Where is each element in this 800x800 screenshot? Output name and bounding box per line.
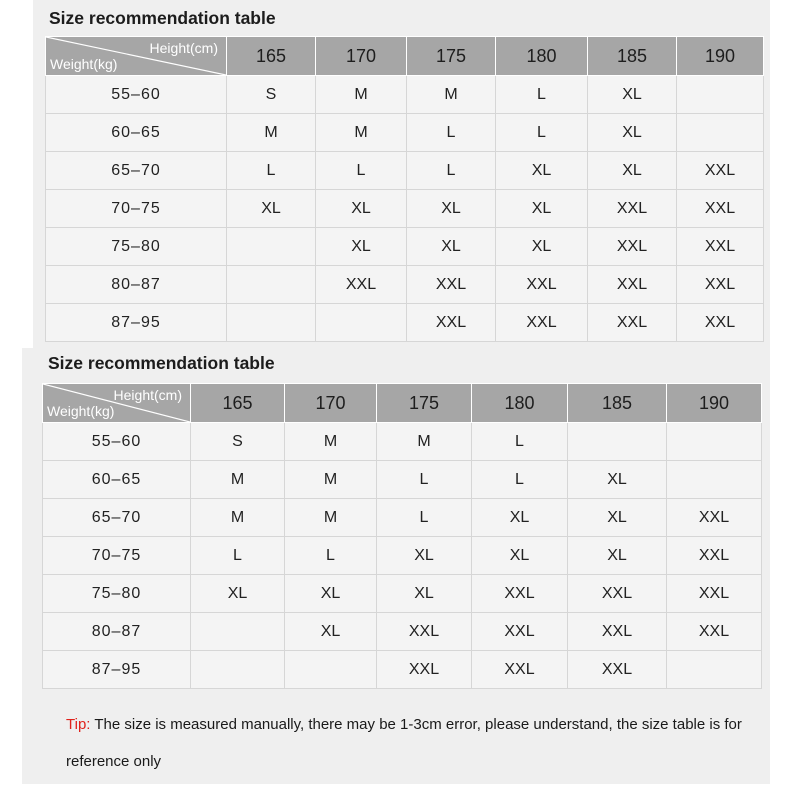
table-row: [43, 461, 762, 499]
size-cell: XXL: [677, 304, 764, 342]
tip-text: The size is measured manually, there may be 1-3cm error, please understand, the size table is for reference only: [66, 716, 742, 770]
table-row: [46, 228, 764, 266]
weight-range-cell: 75–80: [46, 228, 227, 266]
size-cell: M: [377, 423, 472, 461]
size-cell: L: [407, 152, 496, 190]
size-cell: L: [407, 114, 496, 152]
size-table-header-row: [46, 37, 764, 76]
corner-header-cell: [43, 384, 191, 423]
size-cell: L: [227, 152, 316, 190]
size-cell: XXL: [316, 266, 407, 304]
size-cell: XXL: [667, 537, 762, 575]
size-cell: XL: [568, 499, 667, 537]
size-cell: L: [496, 76, 588, 114]
weight-range-cell: 65–70: [46, 152, 227, 190]
size-cell: XXL: [677, 228, 764, 266]
corner-header-cell: [46, 37, 227, 76]
height-header-cell: 190: [677, 37, 764, 76]
size-cell: XXL: [588, 304, 677, 342]
weight-range-cell: 55–60: [43, 423, 191, 461]
size-cell: XL: [496, 228, 588, 266]
table-row: [46, 152, 764, 190]
size-table-header-row: [43, 384, 762, 423]
size-cell: XL: [568, 537, 667, 575]
size-cell: L: [472, 461, 568, 499]
weight-range-cell: 87–95: [46, 304, 227, 342]
weight-range-cell: 80–87: [43, 613, 191, 651]
size-cell: XL: [316, 190, 407, 228]
table-row: [46, 190, 764, 228]
size-cell: XXL: [496, 304, 588, 342]
size-cell: XXL: [677, 152, 764, 190]
weight-range-cell: 60–65: [46, 114, 227, 152]
size-cell: M: [285, 423, 377, 461]
size-cell: [227, 304, 316, 342]
size-cell: XL: [285, 575, 377, 613]
size-cell: L: [496, 114, 588, 152]
size-cell: XL: [496, 152, 588, 190]
height-header-cell: 170: [285, 384, 377, 423]
size-cell: S: [227, 76, 316, 114]
size-cell: XXL: [472, 575, 568, 613]
size-cell: XL: [407, 190, 496, 228]
size-cell: M: [316, 76, 407, 114]
size-cell: XXL: [568, 575, 667, 613]
weight-range-cell: 87–95: [43, 651, 191, 689]
size-cell: XXL: [667, 613, 762, 651]
size-cell: [568, 423, 667, 461]
size-cell: XXL: [677, 266, 764, 304]
height-header-cell: 185: [588, 37, 677, 76]
size-cell: XL: [316, 228, 407, 266]
size-cell: XL: [285, 613, 377, 651]
height-header-cell: 185: [568, 384, 667, 423]
height-header-cell: 175: [377, 384, 472, 423]
size-cell: M: [316, 114, 407, 152]
size-cell: L: [377, 461, 472, 499]
table-row: [43, 651, 762, 689]
size-cell: [677, 114, 764, 152]
size-cell: XXL: [568, 651, 667, 689]
height-header-cell: 165: [191, 384, 285, 423]
size-cell: XXL: [677, 190, 764, 228]
weight-range-cell: 65–70: [43, 499, 191, 537]
table-row: [46, 114, 764, 152]
size-cell: M: [407, 76, 496, 114]
size-cell: XXL: [667, 575, 762, 613]
weight-range-cell: 70–75: [46, 190, 227, 228]
size-cell: S: [191, 423, 285, 461]
table-row: [46, 76, 764, 114]
size-cell: XXL: [472, 613, 568, 651]
size-cell: M: [191, 461, 285, 499]
size-cell: [285, 651, 377, 689]
table-row: [46, 266, 764, 304]
table-row: [43, 537, 762, 575]
size-cell: XXL: [588, 190, 677, 228]
height-axis-label: Height(cm): [113, 387, 182, 403]
size-cell: L: [191, 537, 285, 575]
size-cell: [227, 228, 316, 266]
size-cell: XL: [191, 575, 285, 613]
size-cell: XXL: [496, 266, 588, 304]
size-cell: [227, 266, 316, 304]
height-header-cell: 175: [407, 37, 496, 76]
size-table-title-2: Size recommendation table: [48, 353, 275, 373]
size-cell: XXL: [407, 304, 496, 342]
size-cell: XL: [588, 76, 677, 114]
size-cell: XL: [496, 190, 588, 228]
height-header-cell: 165: [227, 37, 316, 76]
weight-range-cell: 70–75: [43, 537, 191, 575]
size-cell: [316, 304, 407, 342]
table-row: [46, 304, 764, 342]
size-cell: XL: [377, 575, 472, 613]
size-cell: M: [227, 114, 316, 152]
size-table-2: [42, 383, 762, 689]
weight-range-cell: 75–80: [43, 575, 191, 613]
size-cell: [667, 651, 762, 689]
size-cell: XXL: [667, 499, 762, 537]
size-cell: L: [285, 537, 377, 575]
height-header-cell: 180: [472, 384, 568, 423]
size-cell: XL: [472, 537, 568, 575]
size-cell: [677, 76, 764, 114]
tip-note: [66, 706, 746, 780]
size-cell: XL: [588, 114, 677, 152]
size-table-1: [45, 36, 764, 342]
table-row: [43, 423, 762, 461]
table-row: [43, 499, 762, 537]
size-table-title-1: Size recommendation table: [49, 8, 276, 28]
size-cell: XL: [407, 228, 496, 266]
size-cell: L: [472, 423, 568, 461]
tip-label: Tip:: [66, 716, 91, 733]
size-cell: XXL: [377, 651, 472, 689]
weight-range-cell: 80–87: [46, 266, 227, 304]
size-cell: XL: [377, 537, 472, 575]
size-cell: L: [316, 152, 407, 190]
table-row: [43, 613, 762, 651]
weight-axis-label: Weight(kg): [47, 403, 115, 419]
size-cell: [191, 613, 285, 651]
size-cell: XL: [472, 499, 568, 537]
size-cell: [191, 651, 285, 689]
size-cell: M: [191, 499, 285, 537]
size-cell: XXL: [377, 613, 472, 651]
size-cell: M: [285, 499, 377, 537]
size-cell: M: [285, 461, 377, 499]
size-cell: XL: [588, 152, 677, 190]
size-cell: XXL: [588, 228, 677, 266]
size-cell: [667, 423, 762, 461]
size-cell: XL: [227, 190, 316, 228]
weight-range-cell: 55–60: [46, 76, 227, 114]
size-cell: XXL: [472, 651, 568, 689]
height-header-cell: 170: [316, 37, 407, 76]
height-header-cell: 190: [667, 384, 762, 423]
size-cell: XXL: [407, 266, 496, 304]
size-cell: XXL: [588, 266, 677, 304]
size-cell: XL: [568, 461, 667, 499]
weight-axis-label: Weight(kg): [50, 56, 118, 72]
height-axis-label: Height(cm): [149, 40, 218, 56]
height-header-cell: 180: [496, 37, 588, 76]
size-cell: L: [377, 499, 472, 537]
size-cell: [667, 461, 762, 499]
table-row: [43, 575, 762, 613]
size-cell: XXL: [568, 613, 667, 651]
weight-range-cell: 60–65: [43, 461, 191, 499]
